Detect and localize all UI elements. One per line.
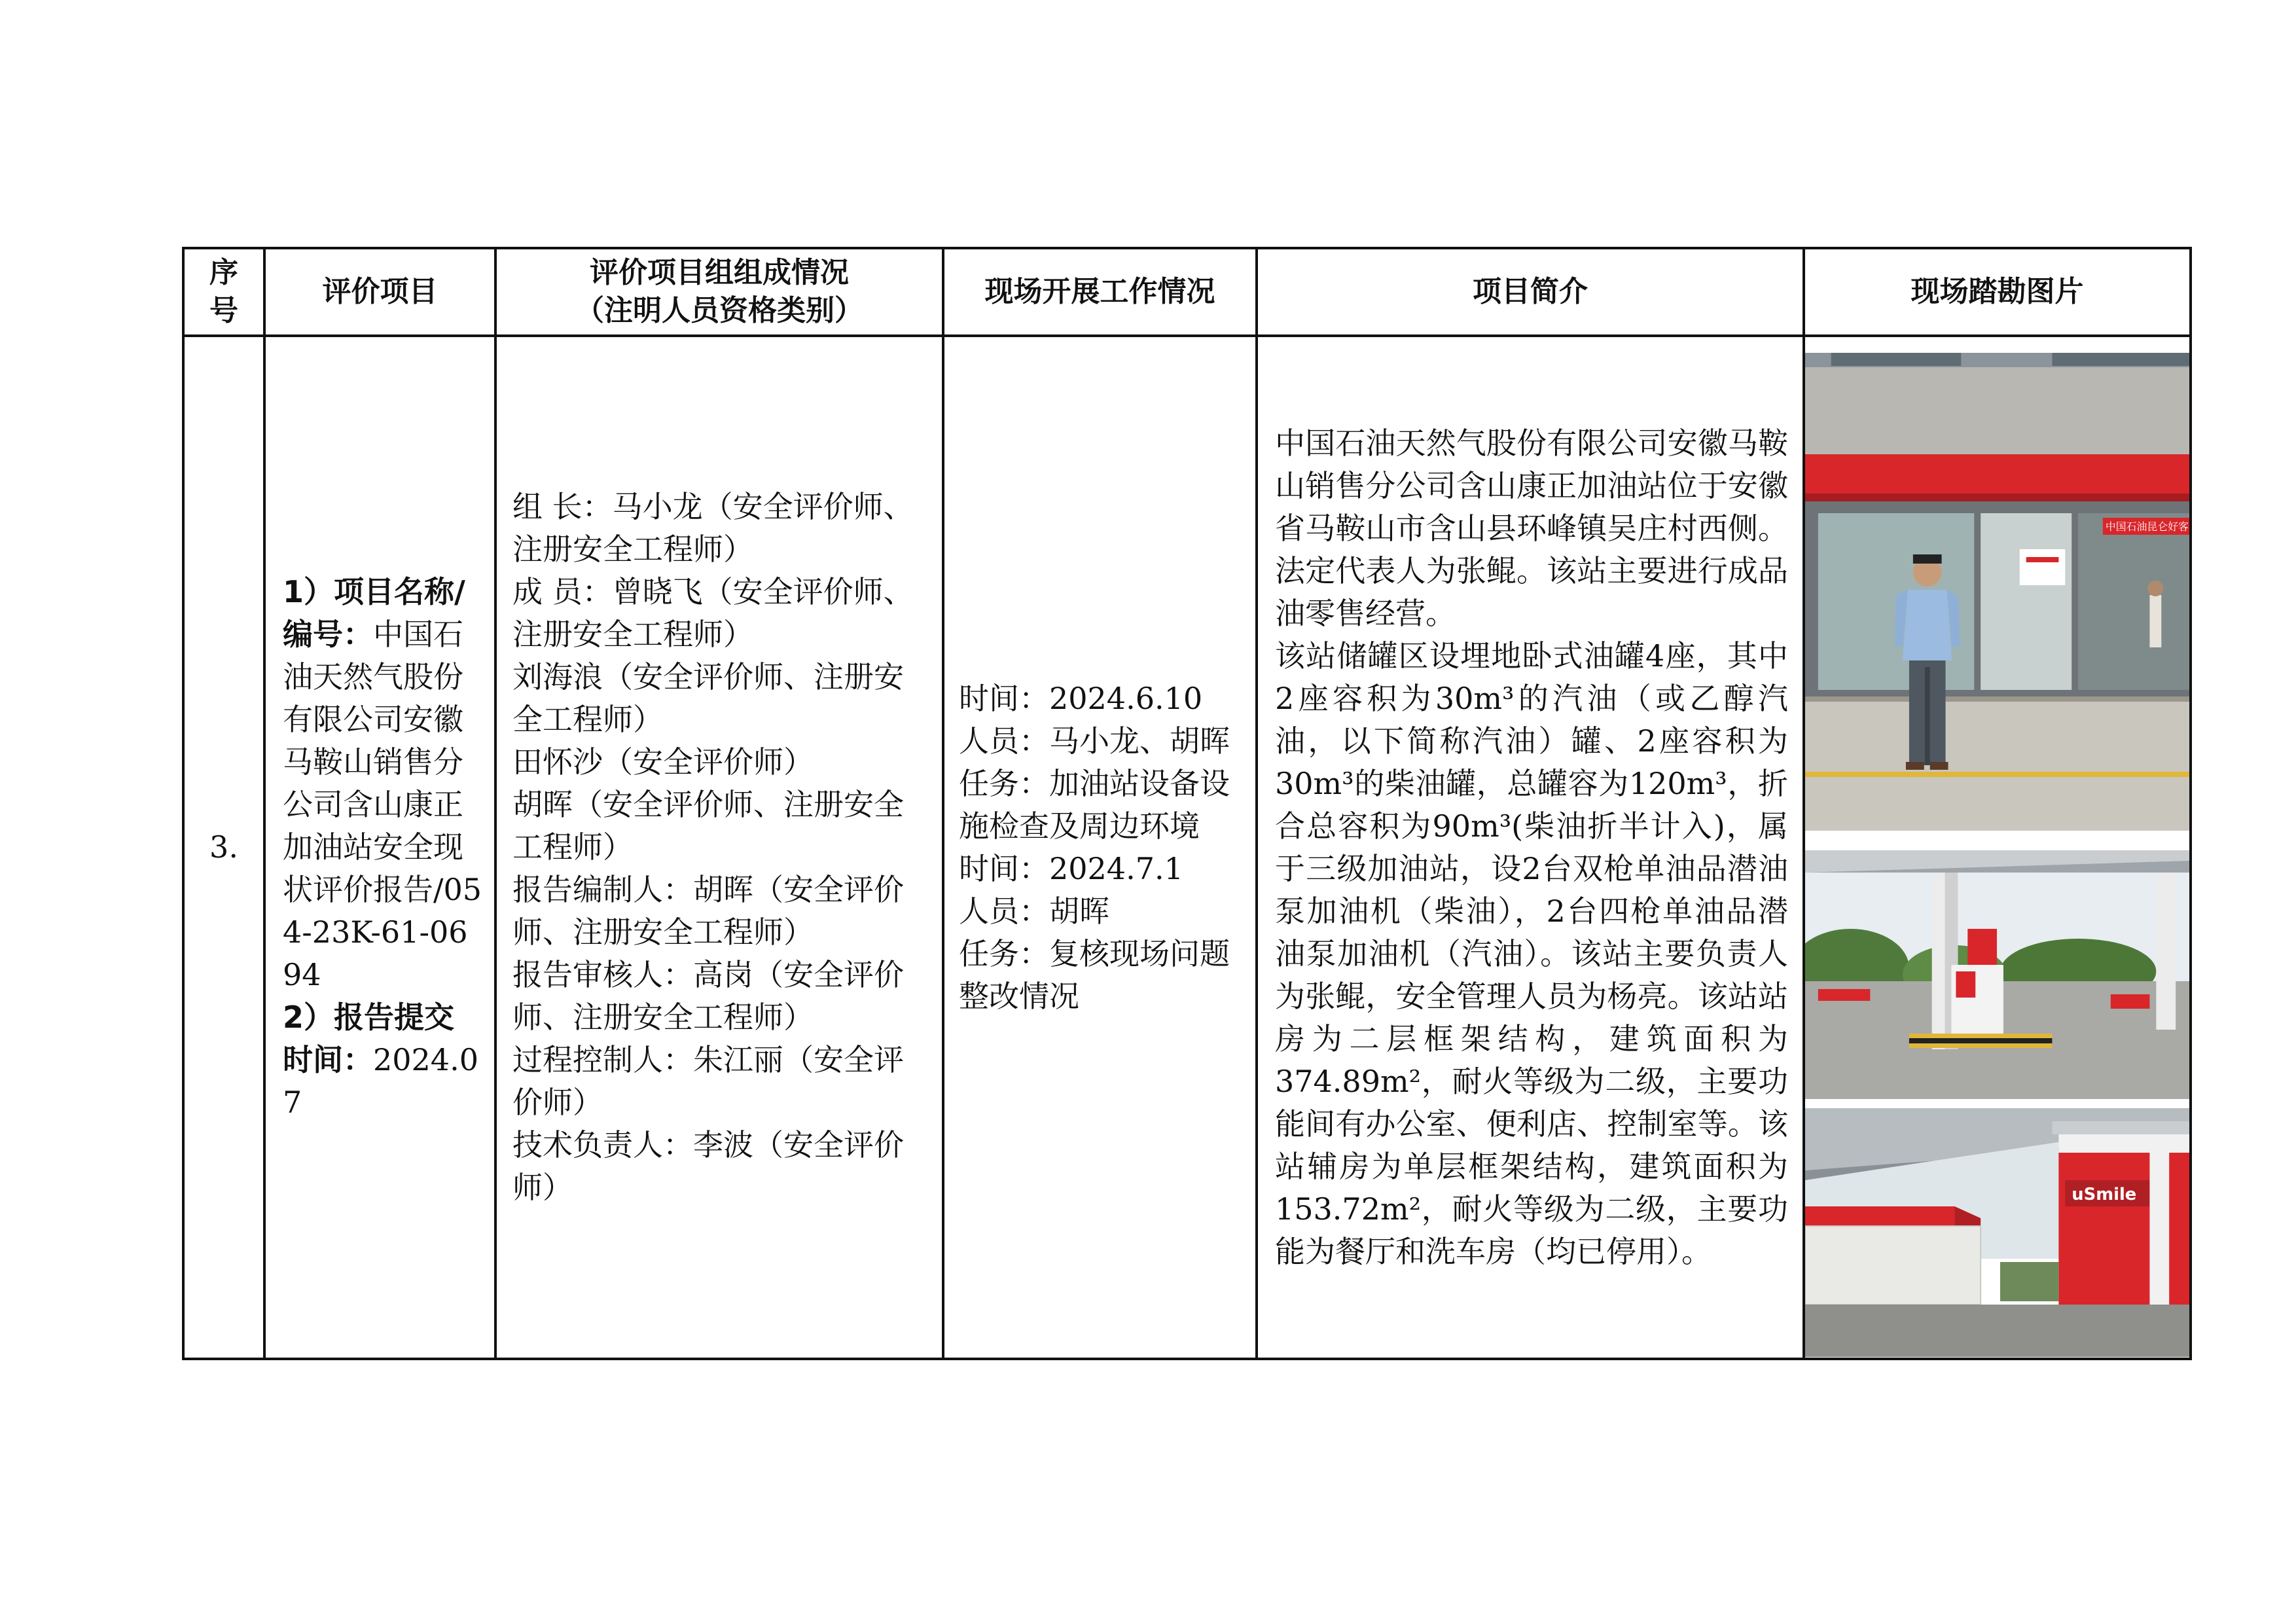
onsite-entry: 人员：胡晖 (959, 893, 1109, 929)
header-row (183, 248, 2191, 336)
onsite-entry: 时间：2024.6.10 (959, 680, 1203, 716)
storefront-sign-text: 中国石油昆仑好客 (2105, 520, 2189, 533)
submit-time-label: 2）报告提交时间： (283, 1000, 455, 1077)
team-member: 胡晖（安全评价师、注册安全工程师） (512, 787, 904, 865)
onsite-cell (943, 336, 1257, 1359)
header-no: 序号 (183, 248, 264, 336)
header-project: 评价项目 (264, 248, 495, 336)
onsite-entry: 任务：加油站设备设施检查及周边环境 (959, 765, 1230, 844)
site-photo-storefront (1805, 353, 2189, 831)
site-photo-auxiliary-building (1805, 1108, 2189, 1357)
onsite-entry: 任务：复核现场问题整改情况 (959, 935, 1230, 1014)
project-name-value: 中国石油天然气股份有限公司安徽马鞍山销售分公司含山康正加油站安全现状评价报告/054-23K-61-0694 (283, 617, 482, 992)
intro-paragraph: 中国石油天然气股份有限公司安徽马鞍山销售分公司含山康正加油站位于安徽省马鞍山市含山县环峰镇吴庄村西侧。法定代表人为张鲲。该站主要进行成品油零售经营。 (1275, 425, 1788, 631)
header-team-line1: 评价项目组组成情况 (590, 256, 849, 289)
team-member: 田怀沙（安全评价师） (512, 744, 814, 780)
team-member: 刘海浪（安全评价师、注册安全工程师） (512, 659, 904, 737)
photos-cell (1804, 336, 2191, 1359)
team-member: 技术负责人：李波（安全评价师） (512, 1127, 904, 1205)
onsite-entry: 时间：2024.7.1 (959, 850, 1183, 886)
onsite-entry: 人员：马小龙、胡晖 (959, 723, 1230, 759)
team-member: 组 长：马小龙（安全评价师、注册安全工程师） (512, 489, 914, 567)
team-member: 过程控制人：朱江丽（安全评价师） (512, 1042, 904, 1120)
submit-time-value: 2024.07 (283, 1042, 478, 1120)
header-photos: 现场踏勘图片 (1804, 248, 2191, 336)
site-photo-forecourt (1805, 850, 2189, 1099)
header-team-line2: （注明人员资格类别） (575, 294, 863, 327)
pillar-sign-text: uSmile (2072, 1184, 2137, 1205)
report-table (182, 247, 2192, 1360)
intro-paragraph: 该站储罐区设埋地卧式油罐4座，其中2座容积为30m³的汽油（或乙醇汽油，以下简称汽油）罐、2座容积为30m³的柴油罐，总罐容为120m³，折合总容积为90m³(柴油折半计入)，属于三级加油站，设2台双枪单油品潜油泵加油机（柴油），2台四枪单油品潜油泵加油机（汽油）。该站主要负责人为张鲲，安全管理人员为杨亮。该站站房为二层框架结构，建筑面积为374.89m²，耐火等级为二级，主要功能间有办公室、便利店、控制室等。该站辅房为单层框架结构，建筑面积为153.72m²，耐火等级为二级，主要功能为餐厅和洗车房（均已停用）。 (1275, 638, 1788, 1269)
header-team (495, 248, 943, 336)
team-cell (495, 336, 943, 1359)
project-cell (264, 336, 495, 1359)
project-name-label: 1）项目名称/编号： (283, 574, 465, 652)
intro-cell (1257, 336, 1804, 1359)
team-member: 成 员：曾晓飞（安全评价师、注册安全工程师） (512, 574, 914, 652)
header-onsite: 现场开展工作情况 (943, 248, 1257, 336)
team-member: 报告审核人：高岗（安全评价师、注册安全工程师） (512, 957, 904, 1035)
table-row (183, 336, 2191, 1359)
team-member: 报告编制人：胡晖（安全评价师、注册安全工程师） (512, 872, 904, 950)
row-number: 3. (183, 336, 264, 1359)
header-intro: 项目简介 (1257, 248, 1804, 336)
